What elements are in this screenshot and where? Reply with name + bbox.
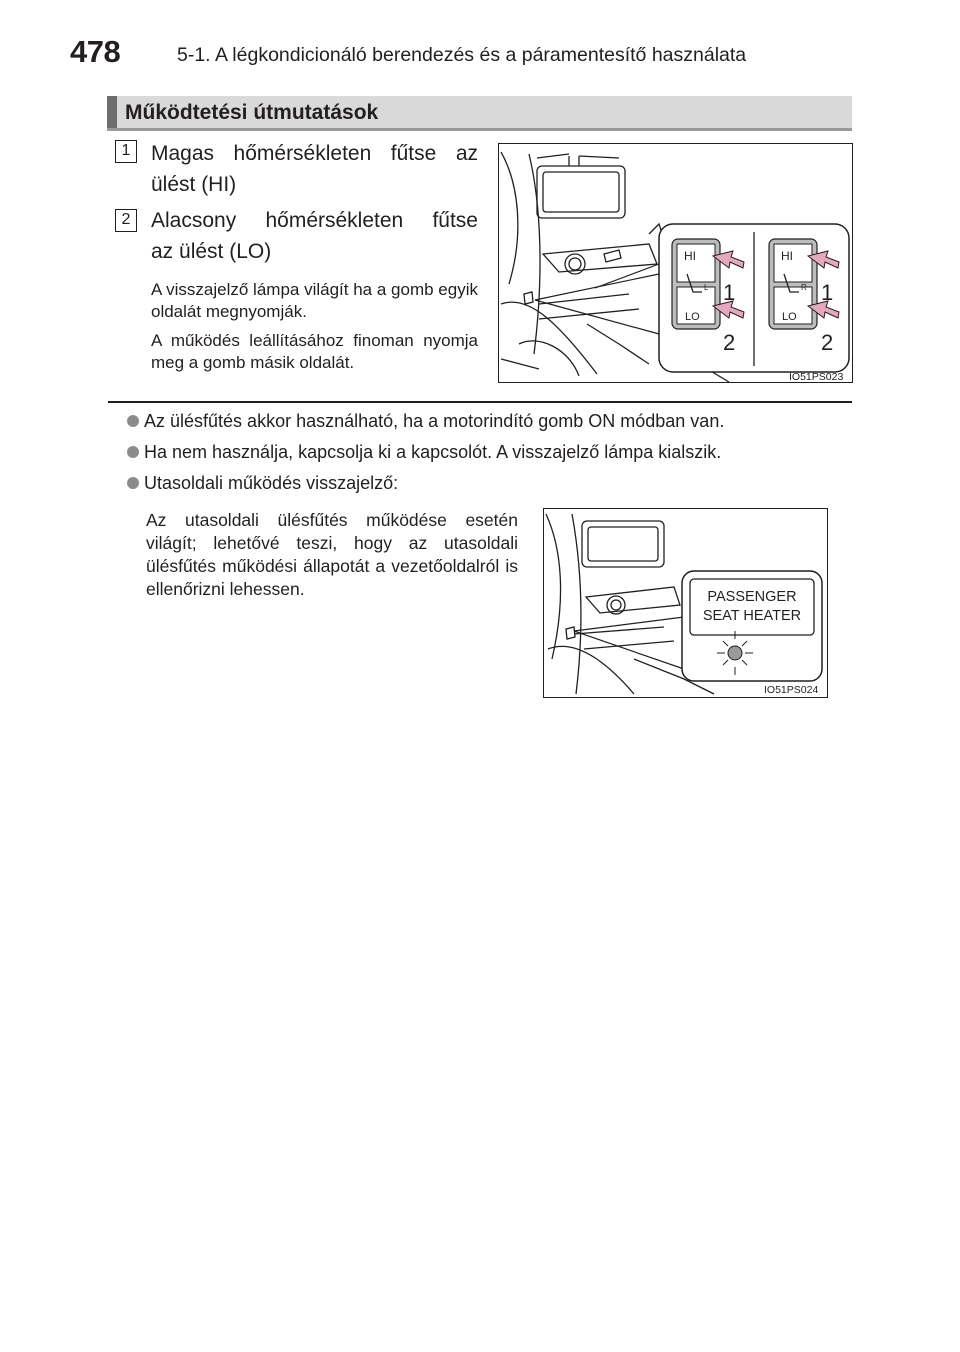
section-heading <box>107 96 852 131</box>
bullet-item: Utasoldali működés visszajelző: <box>127 471 398 495</box>
figure-1-code: IO51PS023 <box>789 371 844 383</box>
passenger-label-line-1: PASSENGER <box>707 589 797 605</box>
step-1-number: 1 <box>115 140 137 163</box>
step-1-line-2: ülést (HI) <box>151 173 237 196</box>
passenger-label-line-2: SEAT HEATER <box>702 608 802 624</box>
step-2-line-1: Alacsony hőmérsékleten fűtse <box>151 209 478 232</box>
section-title: Működtetési útmutatások <box>125 101 379 124</box>
note-indicator: A visszajelző lámpa világít ha a gomb egyik oldalát megnyomják. <box>151 280 478 321</box>
right-lo-label: LO <box>782 311 797 323</box>
bullet-item: Az ülésfűtés akkor használható, ha a motorindító gomb ON módban van. <box>127 409 724 433</box>
callout-2-left: 2 <box>723 330 736 355</box>
figure-passenger-seat-heater <box>543 508 828 698</box>
page-number: 478 <box>70 34 121 69</box>
right-side-letter: R <box>801 283 807 292</box>
left-hi-label: HI <box>684 249 696 263</box>
step-2-number: 2 <box>115 209 137 232</box>
section-divider <box>108 401 852 403</box>
left-lo-label: LO <box>685 311 700 323</box>
passenger-indicator-illustration <box>544 509 828 698</box>
bullet-item: Ha nem használja, kapcsolja ki a kapcsolót. A visszajelző lámpa kialszik. <box>127 440 721 464</box>
dashboard-illustration <box>499 144 853 383</box>
callout-1-right: 1 <box>821 280 834 305</box>
section-marker <box>107 96 117 128</box>
figure-2-code: IO51PS024 <box>764 684 819 696</box>
figure-seat-heater-switches <box>498 143 853 383</box>
step-2-line-2: az ülést (LO) <box>151 240 272 263</box>
callout-1-left: 1 <box>723 280 736 305</box>
step-1-line-1: Magas hőmérsékleten fűtse az <box>151 142 478 165</box>
bullet-dot <box>127 446 139 458</box>
left-side-letter: L <box>704 283 709 292</box>
running-title: 5-1. A légkondicionáló berendezés és a páramentesítő használata <box>177 44 747 66</box>
right-hi-label: HI <box>781 249 793 263</box>
callout-2-right: 2 <box>821 330 834 355</box>
note-stop: A működés leállításához finoman nyomja meg a gomb másik oldalát. <box>151 331 478 372</box>
bullet-dot <box>127 477 139 489</box>
passenger-indicator-text: Az utasoldali ülésfűtés működése esetén világít; lehetővé teszi, hogy az utasoldali ülésfűtés működési állapotát a vezetőoldalról is ellenőrizni lehessen. <box>146 510 518 599</box>
bullet-dot <box>127 415 139 427</box>
